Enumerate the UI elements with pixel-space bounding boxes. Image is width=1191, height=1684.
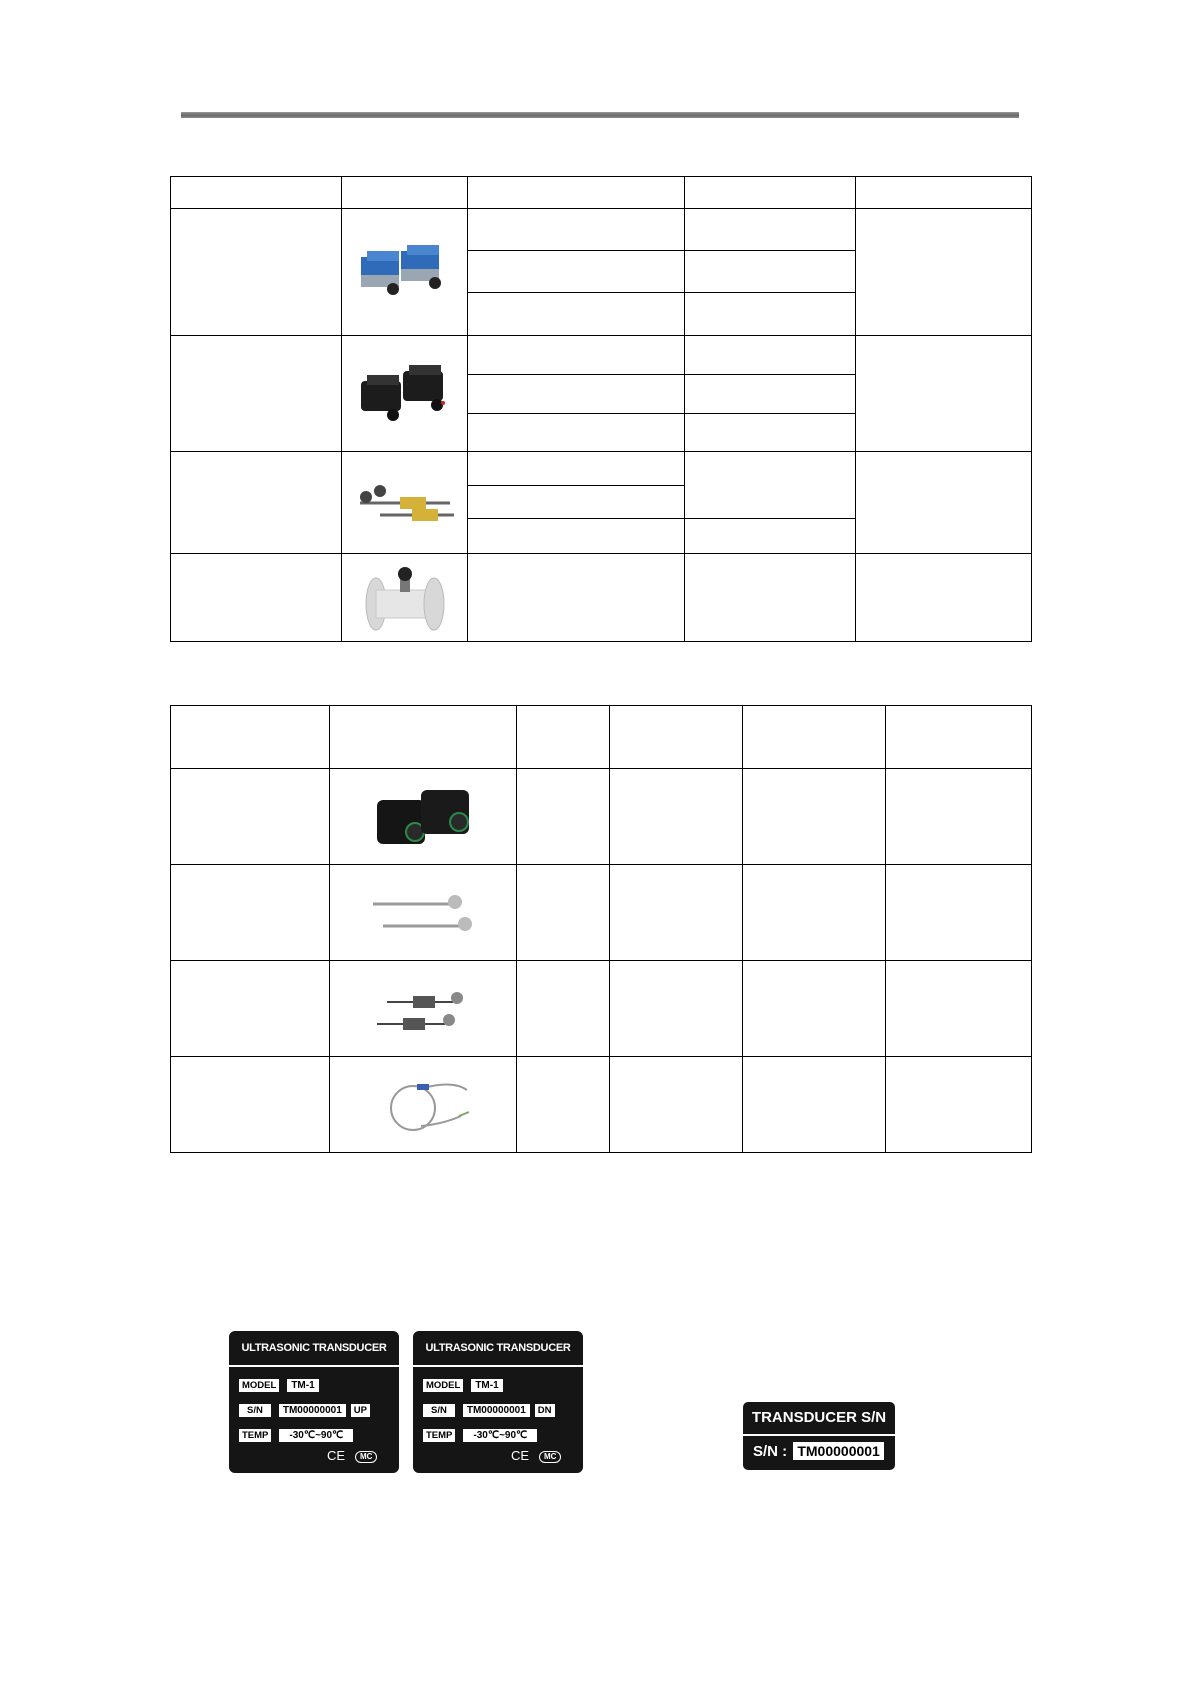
model-value: TM-1 (471, 1379, 502, 1392)
t2-cell (517, 865, 610, 961)
t2-cell (743, 769, 886, 865)
t1-cell (171, 209, 342, 336)
t2-cell (610, 865, 743, 961)
temp-key: TEMP (423, 1429, 455, 1442)
black-transducer-pair-image (363, 780, 483, 854)
blue-clamp-on-transducer-pair-image (357, 237, 453, 307)
insertion-probe-upper (360, 491, 450, 509)
blue-transducer-right (401, 245, 441, 289)
t1-image-cell (342, 452, 468, 554)
mc-mark: MC (355, 1451, 377, 1463)
temperature-sensor-cable-image (363, 1068, 483, 1142)
t1-header-cell (856, 177, 1032, 209)
t1-cell (856, 554, 1032, 642)
t2-header-cell (171, 706, 330, 769)
t2-header-cell (330, 706, 517, 769)
nameplate-title: ULTRASONIC TRANSDUCER (413, 1331, 583, 1367)
transducer-table-2 (170, 705, 1032, 1153)
t1-image-cell (342, 209, 468, 336)
insertion-transducer-pair-image (350, 473, 460, 533)
transducer-sn-value: TM00000001 (793, 1442, 884, 1460)
t1-cell (468, 293, 685, 336)
sn-value: TM00000001 (279, 1404, 346, 1417)
t1-cell (685, 452, 856, 519)
transducer-table-1 (170, 176, 1032, 642)
nameplate-temp-row (423, 1429, 537, 1443)
t1-header-cell (685, 177, 856, 209)
t1-cell (685, 554, 856, 642)
t2-cell (171, 1057, 330, 1153)
t2-cell (743, 1057, 886, 1153)
insertion-probe-pair-long-image (363, 878, 483, 948)
t2-image-cell (330, 769, 517, 865)
temp-value: -30℃~90℃ (279, 1429, 353, 1442)
t2-header-cell (743, 706, 886, 769)
direction-up: UP (351, 1404, 370, 1417)
t1-header-cell (171, 177, 342, 209)
t1-cell (856, 336, 1032, 452)
t2-image-cell (330, 865, 517, 961)
t2-cell (517, 961, 610, 1057)
t2-cell (171, 769, 330, 865)
t1-cell (468, 486, 685, 519)
flanged-pipe-section-image (360, 560, 450, 636)
nameplate-dn (413, 1331, 583, 1473)
nameplate-model-row (239, 1379, 319, 1393)
sn-value: TM00000001 (463, 1404, 530, 1417)
t1-header-cell (468, 177, 685, 209)
nameplate-sn-row (423, 1404, 555, 1418)
transducer-sn-row (753, 1442, 884, 1462)
nameplate-temp-row (239, 1429, 353, 1443)
direction-dn: DN (535, 1404, 555, 1417)
model-key: MODEL (423, 1379, 463, 1392)
t2-image-cell (330, 1057, 517, 1153)
t2-cell (743, 865, 886, 961)
header-rule (181, 112, 1019, 118)
t2-cell (886, 1057, 1032, 1153)
t1-cell (171, 554, 342, 642)
t2-cell (171, 961, 330, 1057)
t2-header-cell (517, 706, 610, 769)
t2-cell (886, 769, 1032, 865)
nameplate-sn-row (239, 1404, 370, 1418)
t2-cell (610, 961, 743, 1057)
nameplate-model-row (423, 1379, 503, 1393)
t1-cell (171, 336, 342, 452)
t2-header-cell (610, 706, 743, 769)
t1-cell (468, 452, 685, 486)
t1-cell (468, 375, 685, 414)
model-key: MODEL (239, 1379, 279, 1392)
black-transducer-left (361, 375, 401, 421)
t2-cell (610, 1057, 743, 1153)
t1-cell (856, 452, 1032, 554)
temp-key: TEMP (239, 1429, 271, 1442)
black-transducer-left (377, 800, 425, 844)
sn-key: S/N (239, 1404, 271, 1417)
t2-cell (517, 769, 610, 865)
black-transducer-right (403, 365, 445, 411)
t2-cell (886, 961, 1032, 1057)
t2-cell (743, 961, 886, 1057)
t1-cell (856, 209, 1032, 336)
t1-cell (685, 336, 856, 375)
t1-cell (468, 336, 685, 375)
model-value: TM-1 (287, 1379, 318, 1392)
t1-cell (685, 414, 856, 452)
t1-header-cell (342, 177, 468, 209)
insertion-probe-pair-valve-image (363, 972, 483, 1046)
t1-cell (468, 414, 685, 452)
transducer-sn-title: TRANSDUCER S/N (743, 1402, 895, 1436)
t1-cell (468, 519, 685, 554)
blue-transducer-left (361, 251, 399, 295)
transducer-sn-label (743, 1402, 895, 1470)
t2-image-cell (330, 961, 517, 1057)
ce-mark: CE (511, 1448, 530, 1463)
t2-cell (171, 865, 330, 961)
t2-cell (886, 865, 1032, 961)
mc-mark: MC (539, 1451, 561, 1463)
nameplate-up (229, 1331, 399, 1473)
temp-value: -30℃~90℃ (463, 1429, 537, 1442)
t2-header-cell (886, 706, 1032, 769)
transducer-sn-key: S/N : (753, 1443, 788, 1460)
ce-mark: CE (327, 1448, 346, 1463)
black-clamp-on-transducer-pair-image (357, 359, 453, 429)
t2-cell (517, 1057, 610, 1153)
t1-cell (685, 375, 856, 414)
t1-cell (685, 293, 856, 336)
t1-cell (171, 452, 342, 554)
black-transducer-right (421, 790, 469, 834)
t1-image-cell (342, 554, 468, 642)
t2-cell (610, 769, 743, 865)
nameplate-title: ULTRASONIC TRANSDUCER (229, 1331, 399, 1367)
sn-key: S/N (423, 1404, 455, 1417)
t1-cell (685, 209, 856, 251)
t1-cell (685, 519, 856, 554)
t1-image-cell (342, 336, 468, 452)
t1-cell (468, 251, 685, 293)
t1-cell (468, 209, 685, 251)
t1-cell (468, 554, 685, 642)
t1-cell (685, 251, 856, 293)
